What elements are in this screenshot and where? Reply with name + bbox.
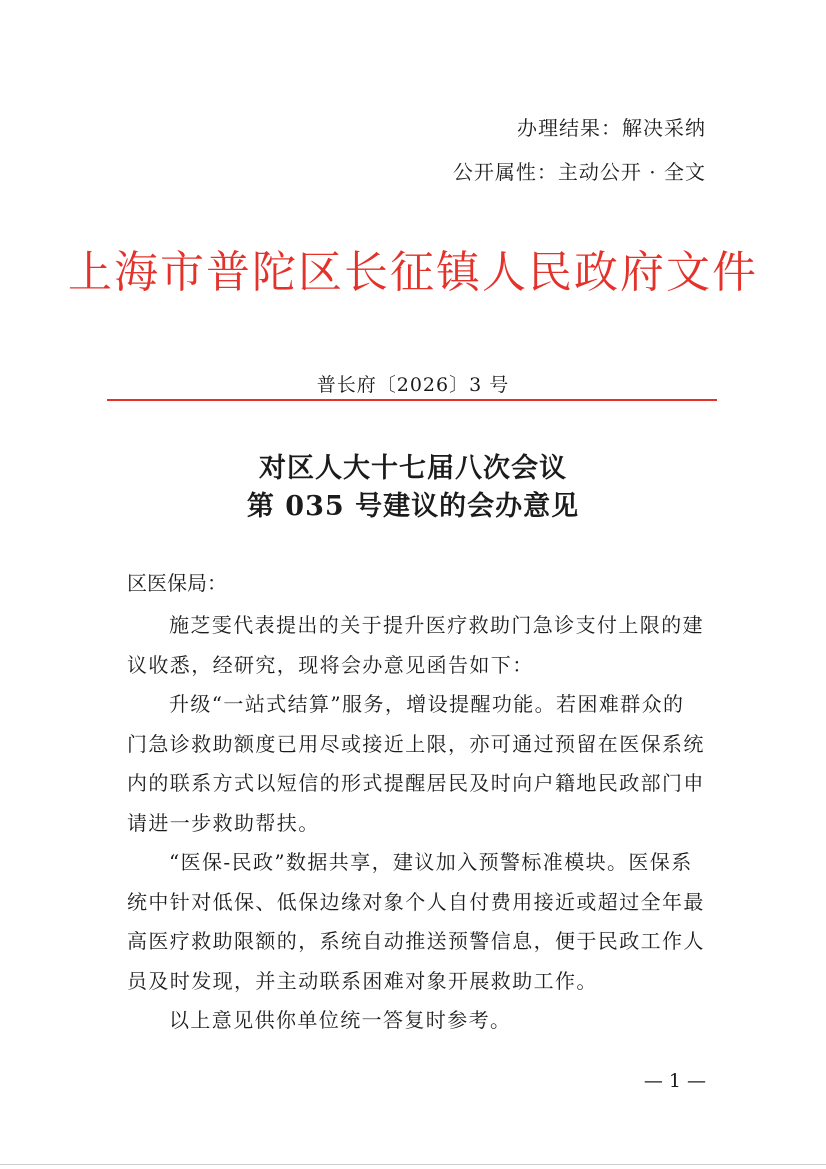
document-title-line-1: 对区人大十七届八次会议 (259, 453, 567, 484)
addressee: 区医保局： (127, 571, 227, 595)
page-number: — 1 — (643, 1070, 706, 1092)
body-paragraph: 施芝雯代表提出的关于提升医疗救助门急诊支付上限的建议收悉，经研究，现将会办意见函告如下： (127, 613, 704, 677)
body-paragraph: “医保-民政”数据共享，建议加入预警标准模块。医保系统中针对低保、低保边缘对象个人自付费用接近或超过全年最高医疗救助限额的，系统自动推送预警信息，便于民政工作人员及时发现，并主动联系困难对象开展救助工作。 (127, 850, 705, 993)
scan-bottom-edge (0, 1164, 826, 1165)
body-paragraph: 以上意见供你单位统一答复时参考。 (169, 1008, 512, 1032)
document-number: 普长府〔2026〕3 号 (316, 374, 510, 396)
disclosure-attribute: 公开属性：主动公开 · 全文 (452, 160, 706, 184)
handling-result: 办理结果：解决采纳 (517, 116, 706, 140)
body-paragraph: 升级“一站式结算”服务，增设提醒功能。若困难群众的门急诊救助额度已用尽或接近上限，亦可通过预留在医保系统内的联系方式以短信的形式提醒居民及时向户籍地民政部门申请进一步救助帮扶。 (127, 692, 705, 835)
issuing-authority-title: 上海市普陀区长征镇人民政府文件 (68, 247, 758, 298)
document-title-line-2: 第 035 号建议的会办意见 (246, 491, 580, 522)
red-divider-line (107, 399, 717, 401)
